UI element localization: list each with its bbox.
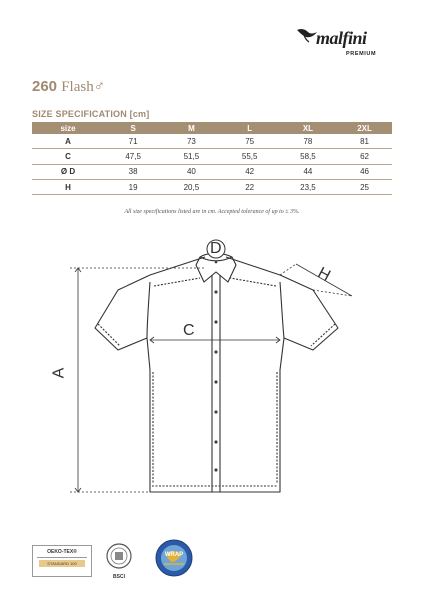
- shirt-button: [215, 261, 218, 264]
- bird-logo-icon: [296, 26, 318, 44]
- table-cell: 40: [162, 164, 220, 179]
- table-row: [32, 179, 392, 194]
- table-cell: 62: [337, 149, 392, 164]
- row-label: Ø D: [32, 164, 104, 179]
- col-header: size: [32, 122, 104, 134]
- product-name: Flash: [61, 79, 94, 95]
- col-header: M: [162, 122, 220, 134]
- table-row: [32, 149, 392, 164]
- label-a: A: [50, 367, 68, 379]
- table-cell: 58,5: [279, 149, 337, 164]
- bsci-badge: [104, 543, 134, 580]
- table-cell: 44: [279, 164, 337, 179]
- table-cell: 23,5: [279, 179, 337, 194]
- product-number: 260: [32, 78, 58, 95]
- size-table: [32, 122, 392, 195]
- buttons: [214, 261, 217, 472]
- size-spec-title: SIZE SPECIFICATION [cm]: [32, 109, 150, 119]
- table-cell: 51,5: [162, 149, 220, 164]
- table-cell: 20,5: [162, 179, 220, 194]
- wrap-globe-icon: [154, 538, 194, 578]
- product-title: [32, 78, 105, 96]
- left-armhole: [147, 282, 150, 338]
- col-header: S: [104, 122, 162, 134]
- table-cell: 19: [104, 179, 162, 194]
- table-cell: 55,5: [221, 149, 279, 164]
- oeko-tex-badge: [32, 545, 92, 577]
- table-cell: 22: [221, 179, 279, 194]
- brand-premium: PREMIUM: [346, 51, 377, 57]
- shirt-button: [214, 350, 217, 353]
- gender-symbol: ♂: [93, 79, 105, 95]
- col-header: XL: [279, 122, 337, 134]
- row-label: H: [32, 179, 104, 194]
- table-cell: 78: [279, 134, 337, 149]
- table-cell: 47,5: [104, 149, 162, 164]
- shirt-button: [214, 410, 217, 413]
- right-sleeve-hem: [311, 324, 335, 346]
- bsci-label: BSCI: [113, 574, 125, 580]
- table-cell: 73: [162, 134, 220, 149]
- shirt-button: [214, 320, 217, 323]
- shirt-button: [214, 290, 217, 293]
- table-cell: 46: [337, 164, 392, 179]
- bsci-icon: [104, 543, 134, 569]
- shirt-button: [214, 468, 217, 471]
- label-d: D: [210, 240, 222, 257]
- tolerance-note: All size specifications listed are in cm. Accepted tolerance of up to ± 3%.: [124, 209, 300, 215]
- shirt-button: [214, 440, 217, 443]
- shirt-diagram: [0, 230, 424, 530]
- row-label: C: [32, 149, 104, 164]
- label-c: C: [183, 322, 195, 339]
- table-cell: 25: [337, 179, 392, 194]
- table-row: [32, 164, 392, 179]
- oeko-title: OEKO-TEX®: [47, 549, 77, 555]
- col-header: 2XL: [337, 122, 392, 134]
- row-label: A: [32, 134, 104, 149]
- table-cell: 71: [104, 134, 162, 149]
- shirt-button: [214, 380, 217, 383]
- right-armhole: [280, 282, 284, 338]
- table-cell: 38: [104, 164, 162, 179]
- table-cell: 75: [221, 134, 279, 149]
- table-cell: 81: [337, 134, 392, 149]
- brand-name: malfini: [316, 28, 367, 48]
- table-cell: 42: [221, 164, 279, 179]
- label-h: H: [314, 264, 334, 285]
- left-sleeve-hem: [98, 324, 120, 346]
- wrap-badge: [154, 538, 194, 578]
- wrap-label: WRAP: [164, 552, 184, 558]
- table-header-row: [32, 122, 392, 134]
- oeko-sub: STANDARD 100: [39, 560, 85, 567]
- col-header: L: [221, 122, 279, 134]
- table-row: [32, 134, 392, 149]
- brand-logo: [296, 26, 396, 62]
